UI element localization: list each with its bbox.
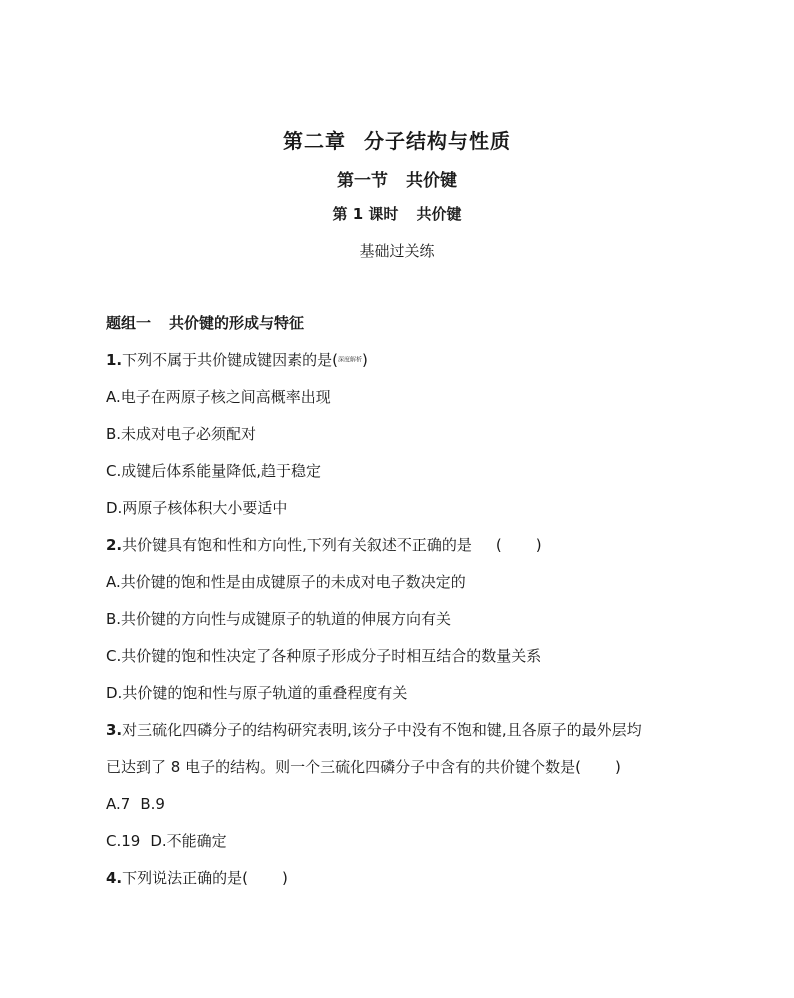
question-4-number: 4.	[106, 869, 123, 887]
question-3-number: 3.	[106, 721, 123, 739]
question-1-close: )	[362, 351, 368, 369]
question-3-stem-line2	[106, 756, 706, 793]
chapter-topic: 分子结构与性质	[364, 129, 511, 153]
question-3-close: )	[614, 758, 621, 776]
lesson-topic: 共价键	[416, 205, 462, 223]
question-3-options-cd	[106, 830, 706, 867]
section-topic: 共价键	[406, 171, 457, 191]
question-2-open: (	[495, 536, 502, 554]
question-content	[106, 312, 706, 904]
chapter-number: 第二章	[283, 129, 346, 153]
question-1-option-a: A.电子在两原子核之间高概率出现	[106, 388, 331, 406]
question-3-text-2: 已达到了 8 电子的结构。则一个三硫化四磷分子中含有的共价键个数是(	[106, 758, 581, 776]
question-1-option-c: C.成键后体系能量降低,趋于稳定	[106, 462, 322, 480]
group-label: 题组一	[106, 314, 152, 332]
question-2-stem	[106, 534, 706, 571]
question-2-option-c: C.共价键的饱和性决定了各种原子形成分子时相互结合的数量关系	[106, 647, 542, 665]
question-2-text: 共价键具有饱和性和方向性,下列有关叙述不正确的是	[122, 536, 472, 554]
question-1-option-d: D.两原子核体积大小要适中	[106, 499, 288, 517]
question-1-text: 下列不属于共价键成键因素的是(	[122, 351, 338, 369]
question-3-options-ab	[106, 793, 706, 830]
question-3-option-a: A.7	[106, 795, 131, 813]
group-title	[106, 312, 706, 349]
question-1-option-b: B.未成对电子必须配对	[106, 425, 257, 443]
question-2-number: 2.	[106, 536, 123, 554]
question-3-option-b: B.9	[140, 795, 165, 813]
question-3-stem-line1	[106, 719, 706, 756]
lesson-number: 第 1 课时	[332, 205, 399, 223]
section-title	[0, 166, 794, 191]
question-2-option-a: A.共价键的饱和性是由成键原子的未成对电子数决定的	[106, 573, 466, 591]
question-1-stem	[106, 349, 706, 386]
question-3-text-1: 对三硫化四磷分子的结构研究表明,该分子中没有不饱和键,且各原子的最外层均	[122, 721, 642, 739]
question-2-option-b: B.共价键的方向性与成键原子的轨道的伸展方向有关	[106, 610, 452, 628]
practice-label: 基础过关练	[359, 242, 435, 260]
group-topic: 共价键的形成与特征	[169, 314, 305, 332]
question-1-number: 1.	[106, 351, 123, 369]
lesson-title	[0, 203, 794, 224]
question-4-text: 下列说法正确的是(	[122, 869, 248, 887]
question-4-stem	[106, 867, 706, 904]
question-2-close: )	[535, 536, 542, 554]
question-3-option-c: C.19	[106, 832, 141, 850]
question-4-close: )	[282, 869, 288, 887]
question-1-note: 深度解析	[338, 356, 363, 364]
question-3-option-d: D.不能确定	[150, 832, 227, 850]
section-number: 第一节	[337, 171, 388, 191]
question-2-option-d: D.共价键的饱和性与原子轨道的重叠程度有关	[106, 684, 408, 702]
chapter-title	[0, 125, 794, 154]
